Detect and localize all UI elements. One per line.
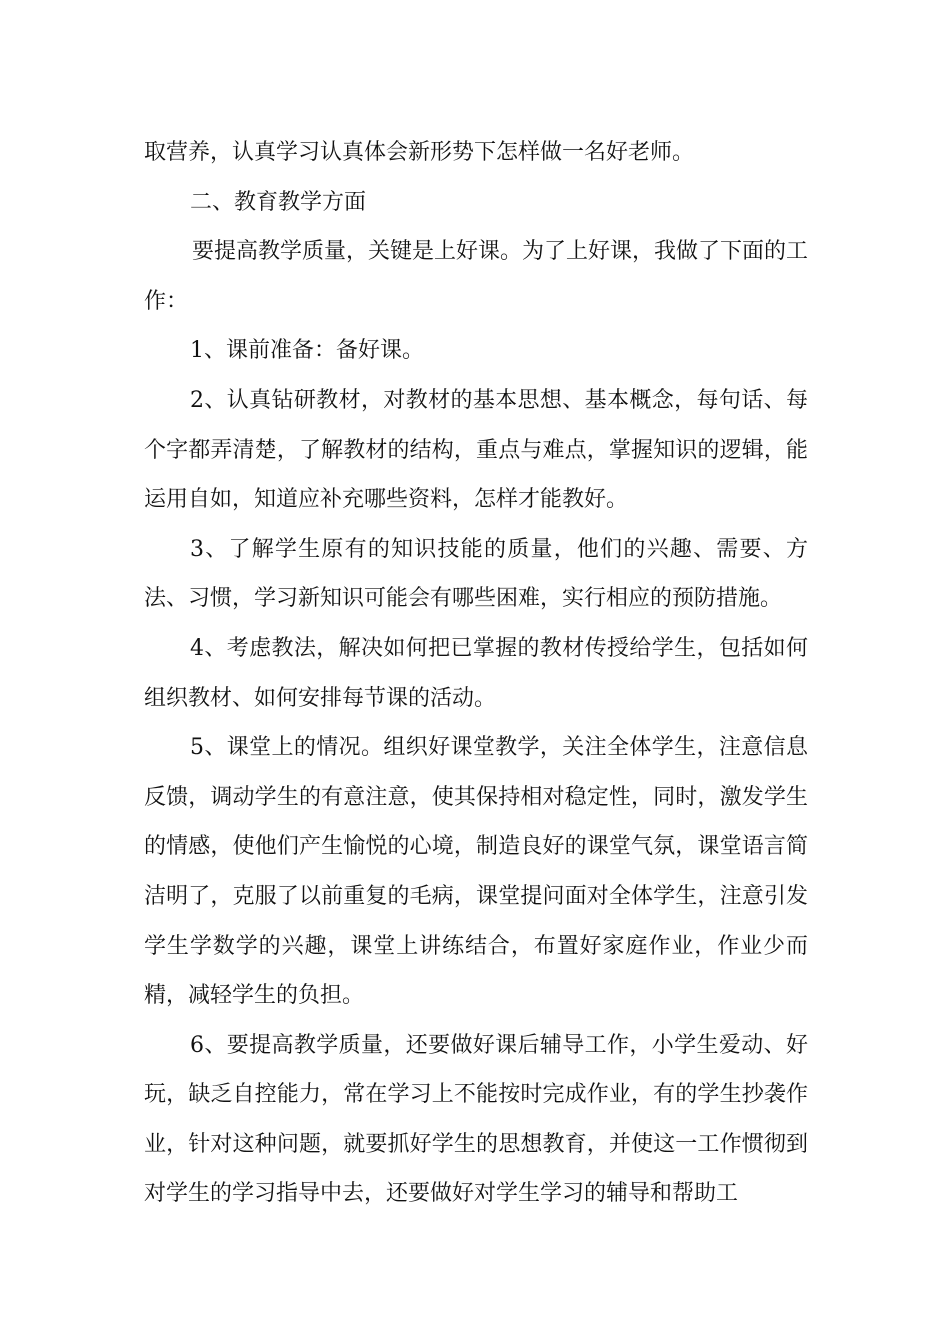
list-item-3: 3、了解学生原有的知识技能的质量，他们的兴趣、需要、方法、习惯，学习新知识可能会有哪些困难，实行相应的预防措施。 [144, 536, 808, 612]
list-item-2: 2、认真钻研教材，对教材的基本思想、基本概念，每句话、每个字都弄清楚，了解教材的结构，重点与难点，掌握知识的逻辑，能运用自如，知道应补充哪些资料，怎样才能教好。 [144, 387, 808, 513]
list-item-5: 5、课堂上的情况。组织好课堂教学，关注全体学生，注意信息反馈，调动学生的有意注意，使其保持相对稳定性，同时，激发学生的情感，使他们产生愉悦的心境，制造良好的课堂气氛，课堂语言简洁明了，克服了以前重复的毛病，课堂提问面对全体学生，注意引发学生学数学的兴趣，课堂上讲练结合，布置好家庭作业，作业少而精，减轻学生的负担。 [144, 735, 808, 1009]
paragraph-intro: 要提高教学质量，关键是上好课。为了上好课，我做了下面的工作： [144, 239, 809, 314]
document-body [144, 128, 808, 1219]
list-item-6: 6、要提高教学质量，还要做好课后辅导工作，小学生爱动、好玩，缺乏自控能力，常在学习上不能按时完成作业，有的学生抄袭作业，针对这种问题，就要抓好学生的思想教育，并使这一工作惯彻到对学生的学习指导中去，还要做好对学生学习的辅导和帮助工 [144, 1032, 808, 1207]
list-item-1: 1、课前准备：备好课。 [190, 338, 424, 364]
paragraph-continuation: 取营养，认真学习认真体会新形势下怎样做一名好老师。 [144, 140, 695, 165]
section-heading: 二、教育教学方面 [190, 189, 367, 215]
list-item-4: 4、考虑教法，解决如何把已掌握的教材传授给学生，包括如何组织教材、如何安排每节课的活动。 [144, 635, 808, 711]
